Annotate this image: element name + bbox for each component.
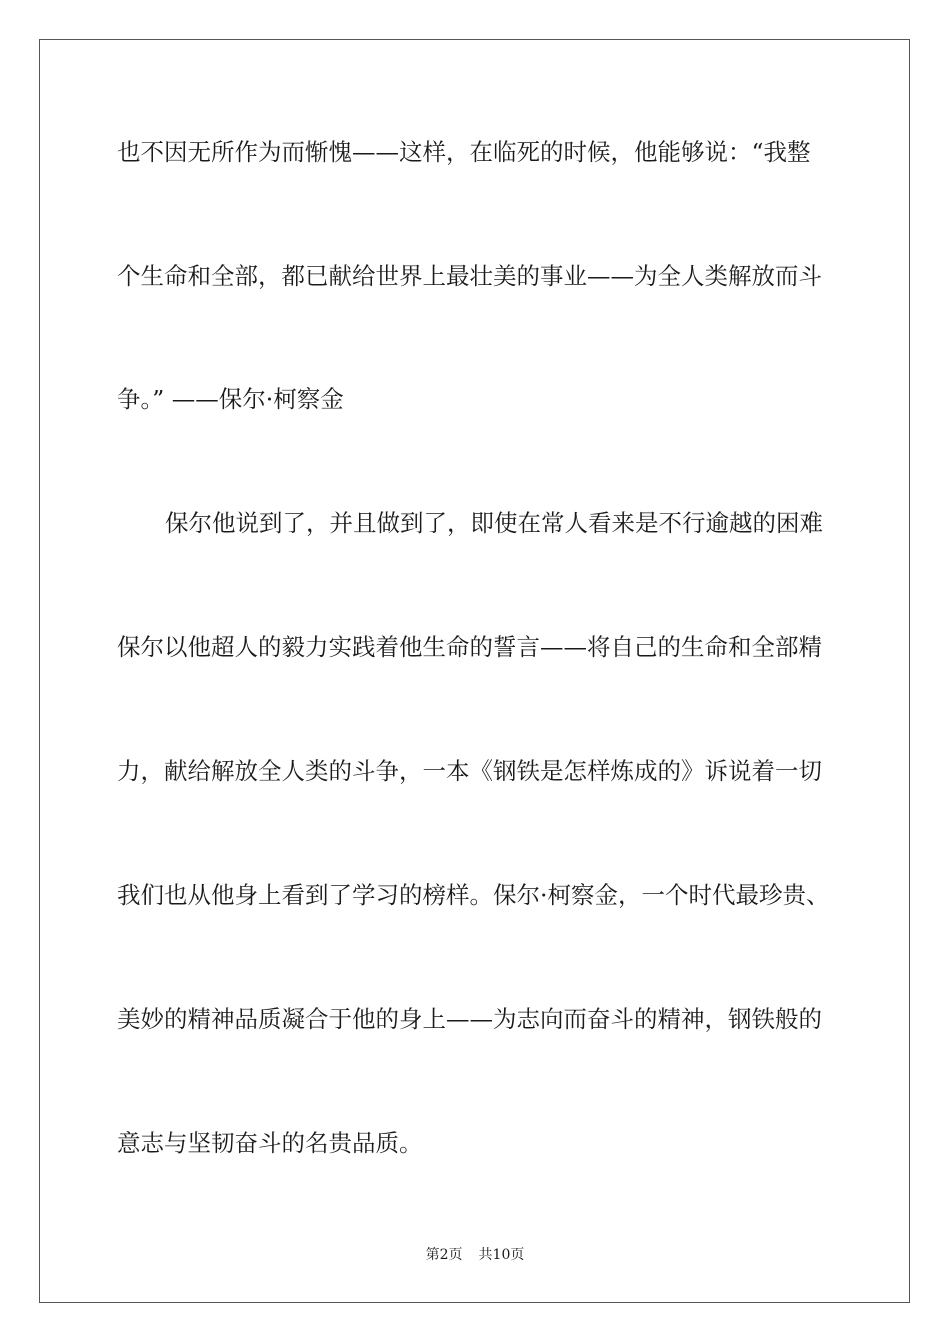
body-text-line: 意志与坚韧奋斗的名贵品质。 <box>117 1129 423 1157</box>
body-text-line: 力，献给解放全人类的斗争，一本《钢铁是怎样炼成的》诉说着一切 <box>117 757 822 785</box>
total-pages: 共10页 <box>478 1247 525 1263</box>
body-text-line: 保尔以他超人的毅力实践着他生命的誓言——将自己的生命和全部精 <box>117 633 822 661</box>
body-text-line: 争。” ——保尔·柯察金 <box>117 385 344 413</box>
page-number: 第2页 <box>425 1247 463 1263</box>
page-frame <box>39 39 910 1303</box>
body-text-line: 个生命和全部，都已献给世界上最壮美的事业——为全人类解放而斗 <box>117 262 822 290</box>
page-footer <box>0 1246 950 1264</box>
body-text-line: 也不因无所作为而惭愧——这样，在临死的时候，他能够说：“我整 <box>117 138 811 166</box>
body-text-line: 美妙的精神品质凝合于他的身上——为志向而奋斗的精神，钢铁般的 <box>117 1005 822 1033</box>
body-text-line: 我们也从他身上看到了学习的榜样。保尔·柯察金，一个时代最珍贵、 <box>117 881 830 909</box>
body-text-line: 保尔他说到了，并且做到了，即使在常人看来是不行逾越的困难 <box>165 509 823 537</box>
